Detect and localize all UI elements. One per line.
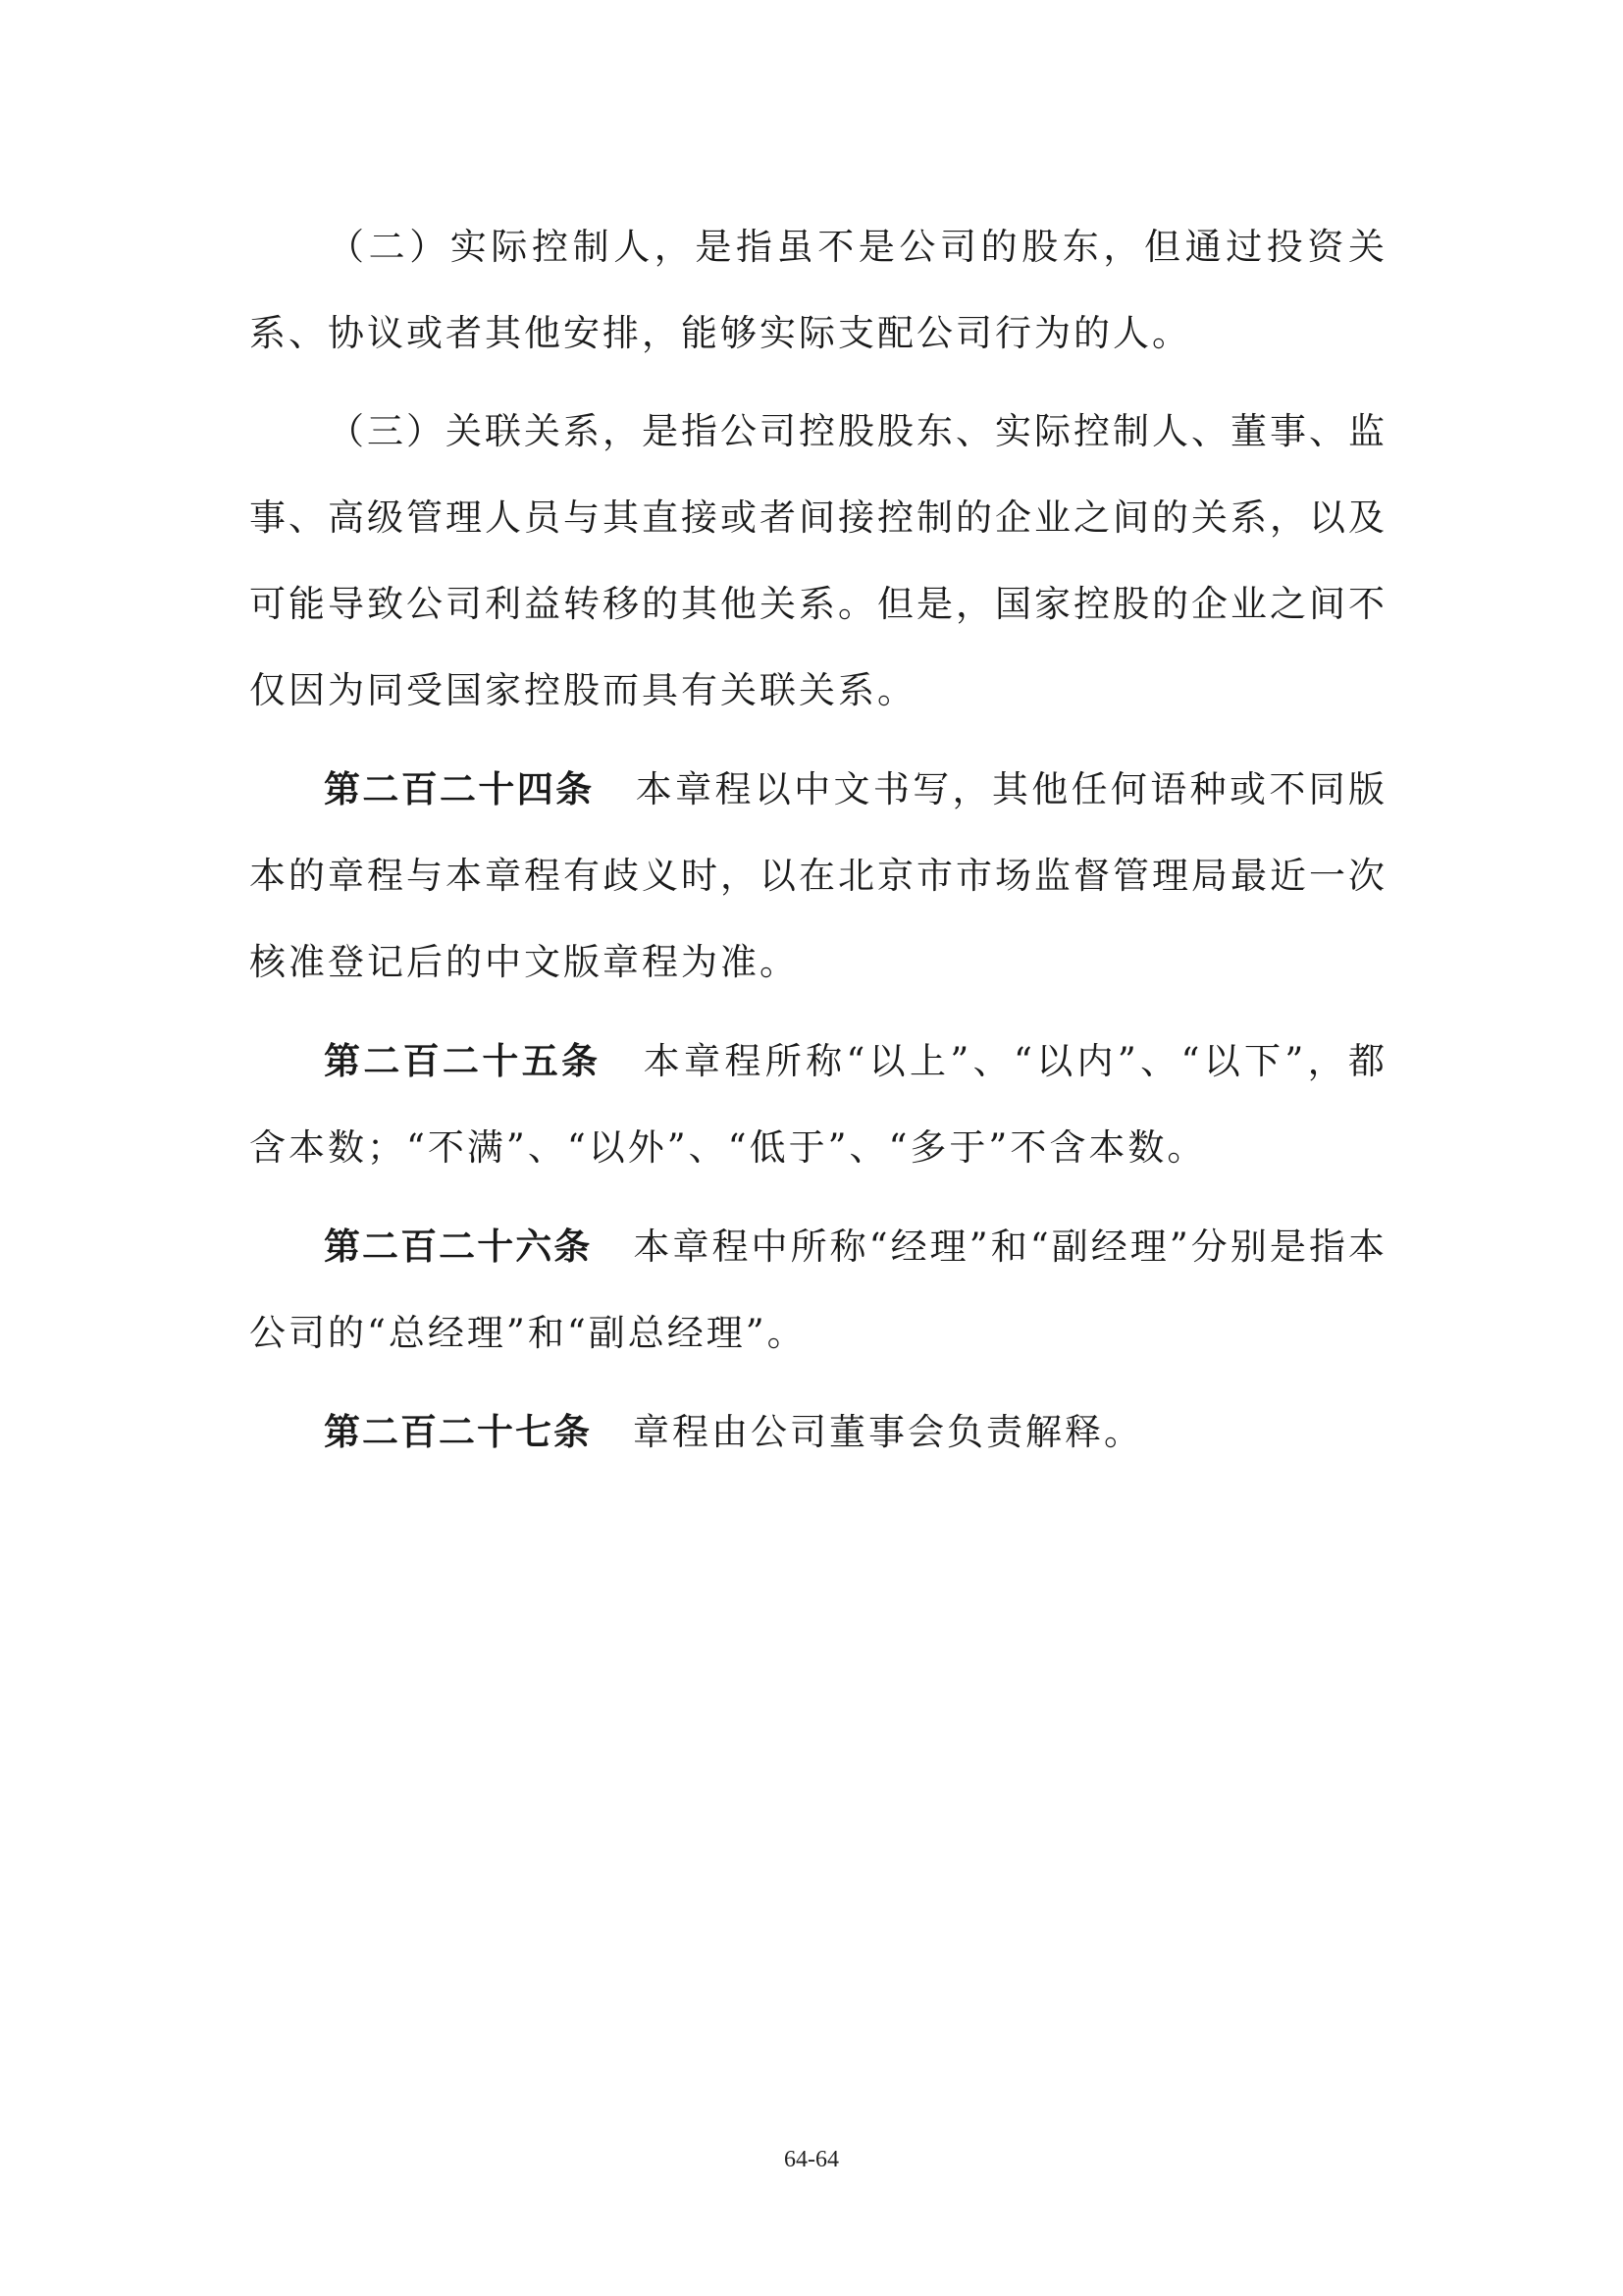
article-text: 章程由公司董事会负责解释。 (633, 1411, 1143, 1453)
document-body (249, 204, 1387, 1487)
article-225 (249, 1018, 1387, 1191)
article-227 (249, 1388, 1387, 1476)
article-number: 第二百二十五条 (324, 1039, 602, 1082)
article-224 (249, 746, 1387, 1006)
article-text: 本章程以中文书写，其他任何语种或不同版本的章程与本章程有歧义时，以在北京市市场监督管理局最近一次核准登记后的中文版章程为准。 (249, 768, 1388, 983)
article-number: 第二百二十七条 (324, 1410, 592, 1453)
article-number: 第二百二十四条 (324, 767, 595, 810)
page-number: 64-64 (784, 2147, 839, 2172)
article-text: 本章程所称“以上”、“以内”、“以下”，都含本数；“不满”、“以外”、“低于”、“多于”不含本数。 (249, 1040, 1387, 1169)
clause-related-relationship: （三）关联关系，是指公司控股股东、实际控制人、董事、监事、高级管理人员与其直接或者间接控制的企业之间的关系，以及可能导致公司利益转移的其他关系。但是，国家控股的企业之间不仅因为同受国家控股而具有关联关系。 (249, 410, 1387, 711)
article-text: 本章程中所称“经理”和“副经理”分别是指本公司的“总经理”和“副总经理”。 (249, 1226, 1388, 1354)
article-226 (249, 1203, 1387, 1377)
article-number: 第二百二十六条 (324, 1225, 593, 1268)
clause-actual-controller: （二）实际控制人，是指虽不是公司的股东，但通过投资关系、协议或者其他安排，能够实际支配公司行为的人。 (249, 226, 1387, 354)
